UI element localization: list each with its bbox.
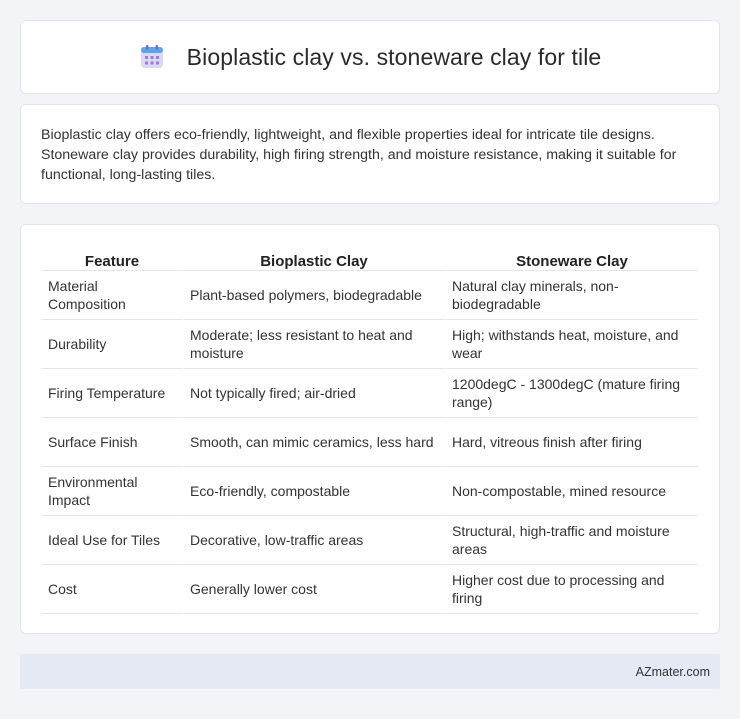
table-row: [42, 467, 698, 516]
calendar-icon: [139, 44, 165, 70]
row-stoneware: Natural clay minerals, non-biodegradable: [446, 271, 698, 320]
row-feature: Surface Finish: [42, 418, 184, 467]
row-stoneware: Structural, high-traffic and moisture areas: [446, 516, 698, 565]
row-bioplastic: Plant-based polymers, biodegradable: [184, 271, 446, 320]
table-row: [42, 516, 698, 565]
comparison-table: [42, 245, 698, 614]
header-feature: Feature: [42, 245, 184, 271]
summary-text: Bioplastic clay offers eco-friendly, lightweight, and flexible properties ideal for intricate tile designs. Stoneware clay provides durability, high firing strength, and moisture resistance, making it suitable for functional, long-lasting tiles.: [41, 127, 677, 183]
row-stoneware: Higher cost due to processing and firing: [446, 565, 698, 614]
row-feature: Environmental Impact: [42, 467, 184, 516]
table-row: [42, 369, 698, 418]
row-bioplastic: Smooth, can mimic ceramics, less hard: [184, 418, 446, 467]
row-bioplastic: Not typically fired; air-dried: [184, 369, 446, 418]
table-row: [42, 320, 698, 369]
title-card: [20, 20, 720, 94]
row-bioplastic: Generally lower cost: [184, 565, 446, 614]
row-stoneware: 1200degC - 1300degC (mature firing range): [446, 369, 698, 418]
row-stoneware: High; withstands heat, moisture, and wear: [446, 320, 698, 369]
comparison-table-card: [20, 224, 720, 634]
row-feature: Durability: [42, 320, 184, 369]
row-feature: Firing Temperature: [42, 369, 184, 418]
row-bioplastic: Moderate; less resistant to heat and moisture: [184, 320, 446, 369]
row-feature: Ideal Use for Tiles: [42, 516, 184, 565]
table-header-row: [42, 245, 698, 271]
row-stoneware: Non-compostable, mined resource: [446, 467, 698, 516]
header-stoneware: Stoneware Clay: [446, 245, 698, 271]
row-bioplastic: Eco-friendly, compostable: [184, 467, 446, 516]
footer: [20, 654, 720, 689]
row-feature: Material Composition: [42, 271, 184, 320]
page-title: Bioplastic clay vs. stoneware clay for tile: [186, 43, 602, 70]
summary-card: [20, 104, 720, 204]
row-stoneware: Hard, vitreous finish after firing: [446, 418, 698, 467]
footer-brand: AZmater.com: [635, 664, 710, 679]
table-row: [42, 418, 698, 467]
table-row: [42, 271, 698, 320]
header-bioplastic: Bioplastic Clay: [184, 245, 446, 271]
row-bioplastic: Decorative, low-traffic areas: [184, 516, 446, 565]
table-row: [42, 565, 698, 614]
row-feature: Cost: [42, 565, 184, 614]
